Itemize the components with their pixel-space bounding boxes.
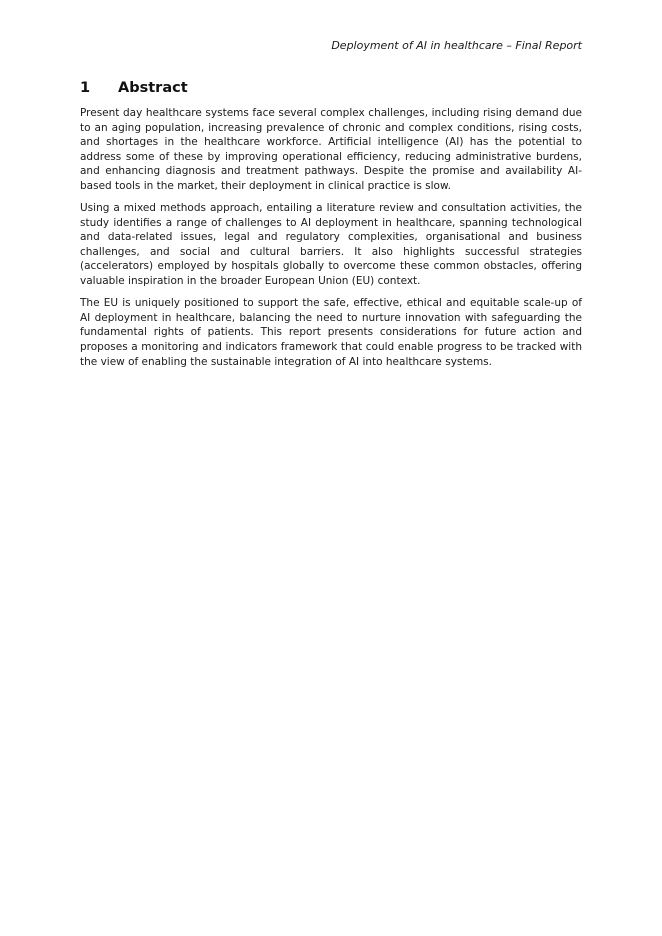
- abstract-paragraph-3: The EU is uniquely positioned to support the safe, effective, ethical and equitable scale-up of AI deployment in healthcare, balancing the need to nurture innovation with safeguarding the fundamental rights of patients. This report presents considerations for future action and proposes a monitoring and indicators framework that could enable progress to be tracked with the view of enabling the sustainable integration of AI into healthcare systems.: [80, 297, 582, 368]
- section-number: 1: [80, 80, 91, 96]
- abstract-paragraph-1: Present day healthcare systems face several complex challenges, including rising demand due to an aging population, increasing prevalence of chronic and complex conditions, rising costs, and shortages in the healthcare workforce. Artificial intelligence (AI) has the potential to address some of these by improving operational efficiency, reducing administrative burdens, and enhancing diagnosis and treatment pathways. Despite the promise and availability AI-based tools in the market, their deployment in clinical practice is slow.: [80, 107, 582, 192]
- section-heading: [80, 79, 582, 97]
- running-header: Deployment of AI in healthcare – Final Report: [331, 39, 582, 52]
- abstract-body: [80, 106, 582, 377]
- abstract-paragraph-2: Using a mixed methods approach, entailing a literature review and consultation activities, the study identifies a range of challenges to AI deployment in healthcare, spanning technological and data-related issues, legal and regulatory complexities, organisational and business challenges, and social and cultural barriers. It also highlights successful strategies (accelerators) employed by hospitals globally to overcome these common obstacles, offering valuable inspiration in the broader European Union (EU) context.: [80, 202, 582, 288]
- section-title: Abstract: [118, 80, 188, 96]
